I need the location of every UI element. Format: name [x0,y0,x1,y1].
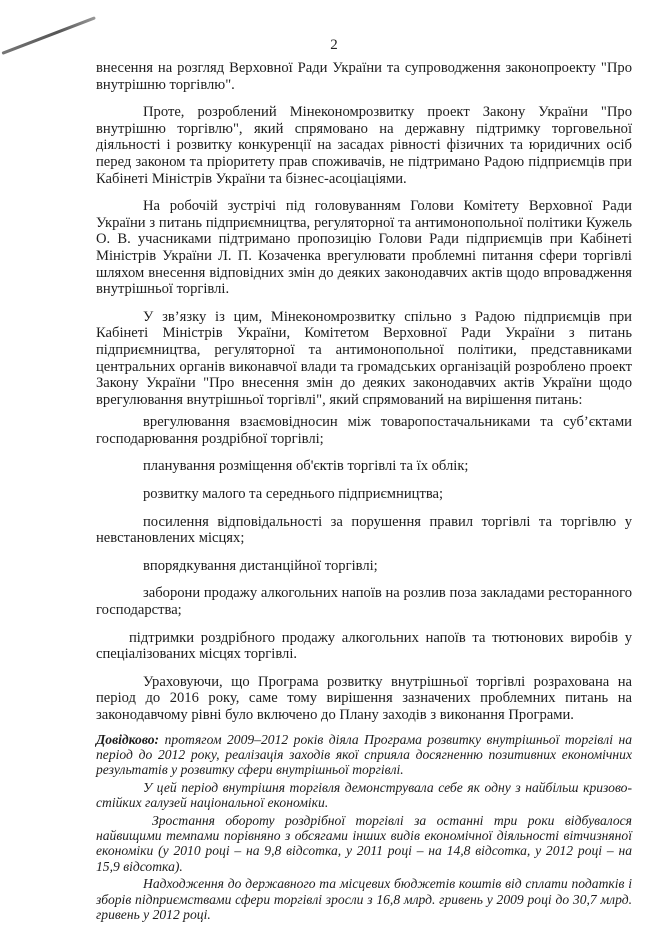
document-body [96,60,632,924]
paragraph-1: внесення на розгляд Верховної Ради України та супроводження законопроекту "Про внутрішню торгівлю". [96,60,632,93]
list-item: планування розміщення об'єктів торгівлі та їх облік; [143,458,469,475]
paragraph-3: На робочій зустрічі під головуванням Голови Комітету Верховної Ради України з питань підприємництва, регуляторної та антимонопольної політики Кужель О. В. учасниками підтримано пропозицію Голови Ради підприємців при Кабінеті Міністрів України Л. П. Козаченка врегулювати проблемні питання сфери торгівлі шляхом внесення відповідних змін до деяких законодавчих актів щодо впровадження внутрішньої торгівлі. [96,198,632,298]
list-item: розвитку малого та середнього підприємництва; [143,486,444,503]
page-number: 2 [330,37,338,53]
paragraph-4: У зв’язку із цим, Мінекономрозвитку спільно з Радою підприємців при Кабінеті Міністрів України, Комітетом Верховної Ради України з питань підприємництва, регуляторної та антимонопольної політики, представниками центральних органів виконавчої влади та громадських організацій розроблено проект Закону України "Про внесення змін до деяких законодавчих актів України щодо врегулювання внутрішньої торгівлі", який спрямований на вирішення питань: [96,308,632,408]
list-item: врегулювання взаємовідносин між товаропостачальниками та суб’єктами господарювання роздрібної торгівлі; [96,414,632,447]
reference-text: протягом 2009–2012 років діяла Програма розвитку внутрішньої торгівлі на період до 2012 року, реалізація заходів якої сприяла досягненню позитивних економічних результатів у розвитку сфери внутрішньої торгівлі. [96,731,632,778]
list-item: підтримки роздрібного продажу алкогольних напоїв та тютюнових виробів у спеціалізованих місцях торгівлі. [96,629,632,663]
reference-paragraph-1 [96,732,632,778]
paragraph-5: Ураховуючи, що Програма розвитку внутрішньої торгівлі розрахована на період до 2016 року, саме тому вирішення зазначених проблемних питань на законодавчому рівні було включено до Плану заходів з виконання Програми. [96,673,632,723]
list-item: посилення відповідальності за порушення правил торгівлі та торгівлю у невстановлених місцях; [96,513,632,547]
list-item: заборони продажу алкогольних напоїв на розлив поза закладами ресторанного господарства; [96,585,632,619]
reference-label: Довідково: [96,731,160,747]
reference-paragraph-2: У цей період внутрішня торгівля демонструвала себе як одну з найбільш кризово-стійких галузей національної економіки. [96,779,632,811]
paragraph-2: Проте, розроблений Мінекономрозвитку проект Закону України "Про внутрішню торгівлю", який спрямовано на державну підтримку торговельної діяльності і розвитку конкуренції на засадах рівності фізичних та юридичних осіб перед законом та пріоритету прав споживачів, не підтримано Радою підприємців при Кабінеті Міністрів України та бізнес-асоціаціями. [96,104,632,187]
list-item: впорядкування дистанційної торгівлі; [143,557,378,574]
reference-paragraph-3: Зростання обороту роздрібної торгівлі за останні три роки відбувалося найвищими темпами порівняно з обсягами інших видів економічної діяльності вітчизняної економіки (у 2010 році – на 9,8 відсотка, у 2011 році – на 14,8 відсотка, у 2012 році – на 15,9 відсотка). [96,812,632,874]
reference-paragraph-4: Надходження до державного та місцевих бюджетів коштів від сплати податків і зборів підприємствами сфери торгівлі зросли з 16,8 млрд. гривень у 2009 році до 30,7 млрд. гривень у 2012 році. [96,876,632,923]
